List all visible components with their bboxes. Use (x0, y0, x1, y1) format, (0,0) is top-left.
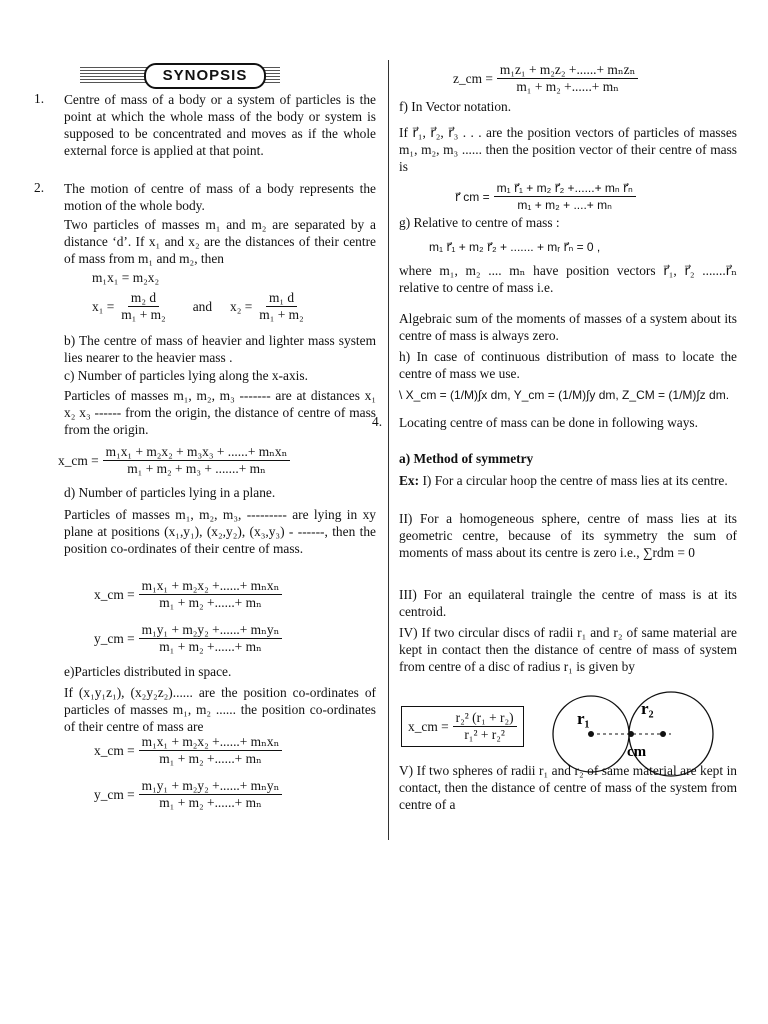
numerator: m₁ d (266, 290, 297, 307)
equation-text: m₁ r⃗₁ + m₂ r⃗₂ + ....... + mᵣ r⃗ₙ = 0 , (429, 240, 601, 254)
equation-lhs: r⃗ cm = (455, 189, 490, 204)
fraction (139, 734, 283, 767)
paragraph-text: Two particles of masses m₁ and m₂ are separated by a distance ‘d’. If x₁ and x₂ are the distances of their centre of mass from m₁ and m₂, then (64, 217, 376, 266)
equation-lhs: y_cm = (94, 630, 135, 646)
equation-ycm-space (94, 778, 282, 811)
paragraph-text: Particles of masses m₁, m₂, m₃ ------- are at distances x₁ x₂ x₃ ------ from the origin, the distance of centre of mass from the origin. (64, 388, 376, 437)
equation-lhs: x_cm = (94, 742, 135, 758)
example-2 (399, 510, 737, 561)
para-b (34, 332, 376, 366)
para-c (34, 367, 376, 384)
point-4 (372, 414, 737, 431)
equation-moment (92, 270, 159, 286)
para-d (34, 484, 376, 501)
point-text: The motion of centre of mass of a body represents the motion of the whole body. (64, 181, 376, 213)
fraction (139, 578, 283, 611)
equation-continuous (399, 388, 729, 402)
equation-rcm (455, 180, 636, 213)
paragraph-text: Particles of masses m₁, m₂, m₃, --------- are lying in xy plane at positions (x₁,y₁), (x₂,y₂), (x₃,y₃) - ------, then the position co-ordinates of their centre of mass. (64, 507, 376, 556)
method-symmetry-heading (399, 450, 737, 467)
example-text: I) For a circular hoop the centre of mass lies at its centre. (419, 473, 728, 488)
equation-lhs: x_cm = (94, 586, 135, 602)
fraction (497, 62, 638, 95)
para-c2 (34, 387, 376, 438)
fraction (494, 180, 636, 213)
label-r2: r₂ (641, 699, 654, 718)
paragraph-text: IV) If two circular discs of radii r₁ and r₂ of same material are kept in contact then the distance of centre of mass of system from centre of a disc of radius r₁ is given by (399, 625, 737, 674)
centre-dot-2 (660, 731, 666, 737)
equation-zcm (453, 62, 638, 95)
numerator: m₂ d (128, 290, 159, 307)
paragraph-text: III) For an equilateral traingle the centre of mass is at its centroid. (399, 587, 737, 619)
para-h (399, 348, 737, 382)
point-text: Centre of mass of a body or a system of particles is the point at which the whole mass of the body or system is supposed to be concentrated and moves as if the whole external force is applied at that point. (64, 92, 376, 158)
numerator: m₁z₁ + m₂z₂ +......+ mₙzₙ (497, 62, 638, 79)
column-divider (388, 60, 389, 840)
equation-text: m₁x₁ = m₂x₂ (92, 270, 160, 285)
paragraph-text: d) Number of particles lying in a plane. (64, 485, 276, 500)
numerator: m₁x₁ + m₂x₂ +......+ mₙxₙ (139, 578, 283, 595)
paragraph-text: where m₁, m₂ .... mₙ have position vectors r⃗₁, r⃗₂ .......r⃗ₙ relative to centre of mass i.e. (399, 263, 737, 295)
denominator: m₁ + m₂ (259, 307, 304, 322)
numerator: m₁y₁ + m₂y₂ +......+ mₙyₙ (139, 778, 283, 795)
paragraph-text: b) The centre of mass of heavier and lighter mass system lies nearer to the heavier mass . (64, 333, 376, 365)
denominator: r₁² + r₂² (464, 727, 505, 742)
conjunction: and (192, 298, 213, 314)
paragraph-text: If (x₁y₁z₁), (x₂y₂z₂)...... are the position co-ordinates of particles of masses m₁, m₂ ...... the position co-ordinates of their centre of mass are (64, 685, 376, 734)
point-number: 2. (34, 180, 45, 195)
denominator: m₁ + m₂ +......+ mₙ (159, 795, 262, 810)
example-1 (399, 472, 737, 489)
centre-dot-1 (588, 731, 594, 737)
point-text: Locating centre of mass can be done in following ways. (399, 415, 698, 430)
fraction (453, 710, 517, 743)
equation-lhs: x_cm = (58, 452, 99, 468)
example-3 (399, 586, 737, 620)
numerator: m₁ r⃗₁ + m₂ r⃗₂ +......+ mₙ r⃗ₙ (494, 180, 636, 197)
label-cm: cm (627, 744, 647, 760)
example-label: Ex: (399, 473, 420, 488)
equation-lhs: x₂ = (230, 298, 253, 314)
denominator: m₁ + m₂ + ....+ mₙ (517, 198, 612, 212)
equation-xcm-plane (94, 578, 282, 611)
example-5 (399, 762, 737, 813)
para-e2 (34, 684, 376, 735)
example-4 (399, 624, 737, 675)
point-1 (34, 91, 376, 159)
denominator: m₁ + m₂ +......+ mₙ (159, 751, 262, 766)
fraction (139, 778, 283, 811)
numerator: m₁x₁ + m₂x₂ +......+ mₙxₙ (139, 734, 283, 751)
two-particle-paragraph (34, 216, 376, 267)
point-2 (34, 180, 376, 214)
paragraph-text: II) For a homogeneous sphere, centre of mass lies at its geometric centre, because of its symmetry the sum of moments of mass about its centre is zero i.e., ∑rdm = 0 (399, 511, 737, 560)
denominator: m₁ + m₂ +......+ mₙ (516, 79, 619, 94)
equation-lhs: y_cm = (94, 786, 135, 802)
equation-x1 (92, 290, 307, 323)
equation-relative-cm (429, 240, 600, 254)
para-g (399, 214, 737, 231)
point-number: 4. (372, 414, 383, 429)
equation-text: \ X_cm = (1/M)∫x dm, Y_cm = (1/M)∫y dm, Z_CM = (1/M)∫z dm. (399, 388, 730, 402)
heading-text: a) Method of symmetry (399, 451, 534, 466)
para-f (399, 98, 737, 115)
synopsis-title: SYNOPSIS (144, 63, 266, 89)
para-f2 (399, 124, 737, 175)
paragraph-text: e)Particles distributed in space. (64, 664, 232, 679)
fraction (256, 290, 306, 323)
fraction (139, 622, 283, 655)
paragraph-text: f) In Vector notation. (399, 99, 512, 114)
para-g2 (399, 262, 737, 296)
paragraph-text: c) Number of particles lying along the x-axis. (64, 368, 308, 383)
fraction (103, 444, 291, 477)
denominator: m₁ + m₂ (121, 307, 166, 322)
denominator: m₁ + m₂ + m₃ + .......+ mₙ (127, 461, 266, 476)
para-g3 (399, 310, 737, 344)
denominator: m₁ + m₂ +......+ mₙ (159, 595, 262, 610)
paragraph-text: h) In case of continuous distribution of mass to locate the centre of mass we use. (399, 349, 737, 381)
cm-dot (628, 731, 634, 737)
numerator: m₁x₁ + m₂x₂ + m₃x₃ + ......+ mₙxₙ (103, 444, 291, 461)
synopsis-header (80, 63, 280, 87)
paragraph-text: If r⃗₁, r⃗₂, r⃗₃ . . . are the position vectors of particles of masses m₁, m₂, m₃ ...... then the position vector of their centre of mass is (399, 125, 737, 174)
equation-lhs: z_cm = (453, 70, 493, 86)
label-r1: r₁ (577, 709, 590, 728)
equation-lhs: x₁ = (92, 298, 115, 314)
equation-ycm-plane (94, 622, 282, 655)
paragraph-text: V) If two spheres of radii r₁ and r₂ of same material are kept in contact, then the distance of centre of mass of the system from centre of a (399, 763, 737, 812)
para-e (34, 663, 376, 680)
equation-xcm-line (58, 444, 290, 477)
paragraph-text: g) Relative to centre of mass : (399, 215, 560, 230)
numerator: m₁y₁ + m₂y₂ +......+ mₙyₙ (139, 622, 283, 639)
point-number: 1. (34, 91, 45, 106)
numerator: r₂² (r₁ + r₂) (453, 710, 517, 727)
para-d2 (34, 506, 376, 557)
fraction (118, 290, 168, 323)
equation-xcm-space (94, 734, 282, 767)
denominator: m₁ + m₂ +......+ mₙ (159, 639, 262, 654)
equation-lhs: x_cm = (408, 718, 449, 734)
paragraph-text: Algebraic sum of the moments of masses of a system about its centre of mass is always zero. (399, 311, 737, 343)
equation-disc-cm (401, 706, 524, 747)
